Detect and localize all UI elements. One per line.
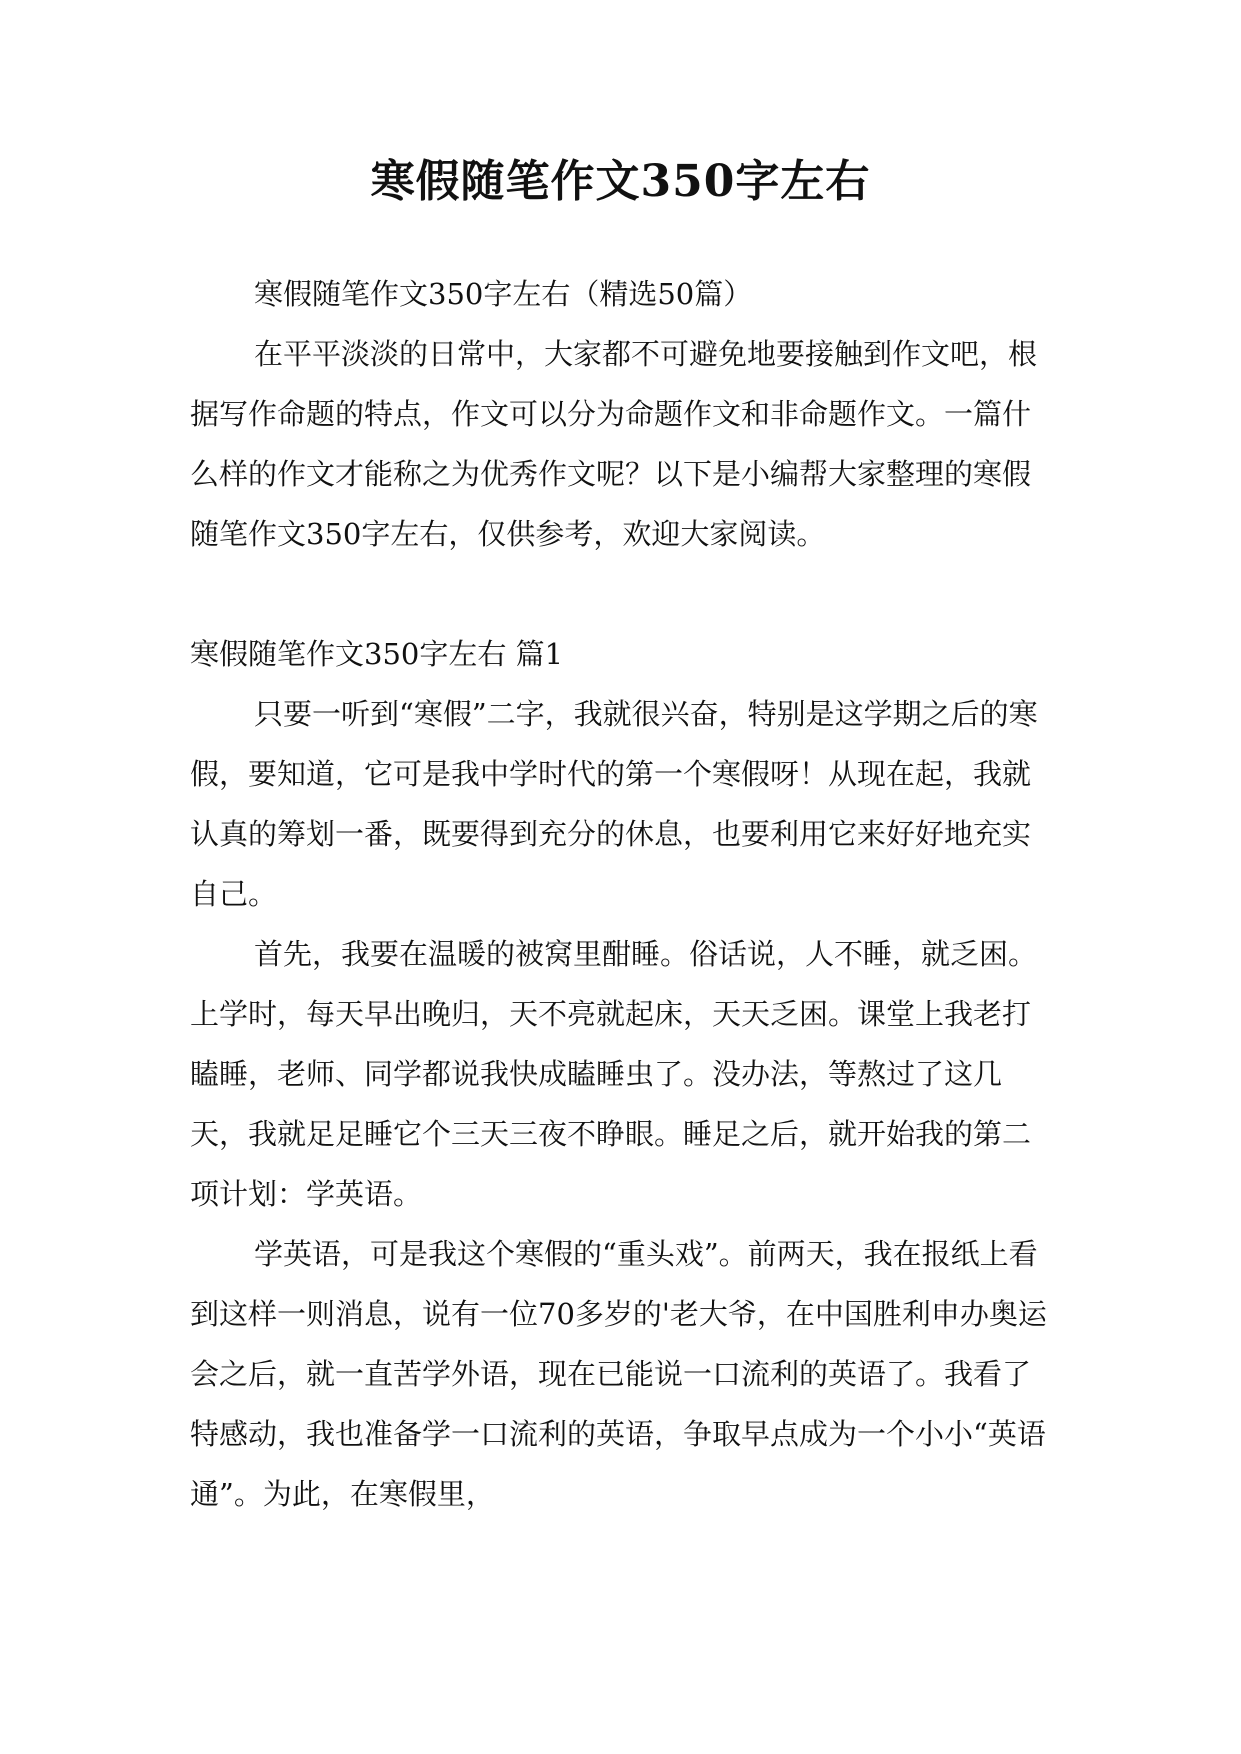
document-subtitle: 寒假随笔作文350字左右（精选50篇）	[254, 277, 753, 311]
document-title: 寒假随笔作文350字左右	[370, 156, 871, 207]
section-heading: 寒假随笔作文350字左右 篇1	[190, 637, 564, 671]
body-paragraph: 学英语，可是我这个寒假的“重头戏”。前两天，我在报纸上看到这样一则消息，说有一位70多岁的'老大爷，在中国胜利申办奥运会之后，就一直苦学外语，现在已能说一口流利的英语了。我看了特感动，我也准备学一口流利的英语，争取早点成为一个小小“英语通”。为此，在寒假里，	[190, 1237, 1047, 1511]
document-body	[190, 264, 1050, 1524]
body-paragraph: 首先，我要在温暖的被窝里酣睡。俗话说，人不睡，就乏困。上学时，每天早出晚归，天不亮就起床，天天乏困。课堂上我老打瞌睡，老师、同学都说我快成瞌睡虫了。没办法，等熬过了这几天，我就足足睡它个三天三夜不睁眼。睡足之后，就开始我的第二项计划：学英语。	[190, 937, 1038, 1211]
body-paragraph: 只要一听到“寒假”二字，我就很兴奋，特别是这学期之后的寒假，要知道，它可是我中学时代的第一个寒假呀！从现在起，我就认真的筹划一番，既要得到充分的休息，也要利用它来好好地充实自己。	[190, 697, 1038, 911]
intro-paragraph: 在平平淡淡的日常中，大家都不可避免地要接触到作文吧，根据写作命题的特点，作文可以分为命题作文和非命题作文。一篇什么样的作文才能称之为优秀作文呢？以下是小编帮大家整理的寒假随笔作文350字左右，仅供参考，欢迎大家阅读。	[190, 337, 1038, 551]
